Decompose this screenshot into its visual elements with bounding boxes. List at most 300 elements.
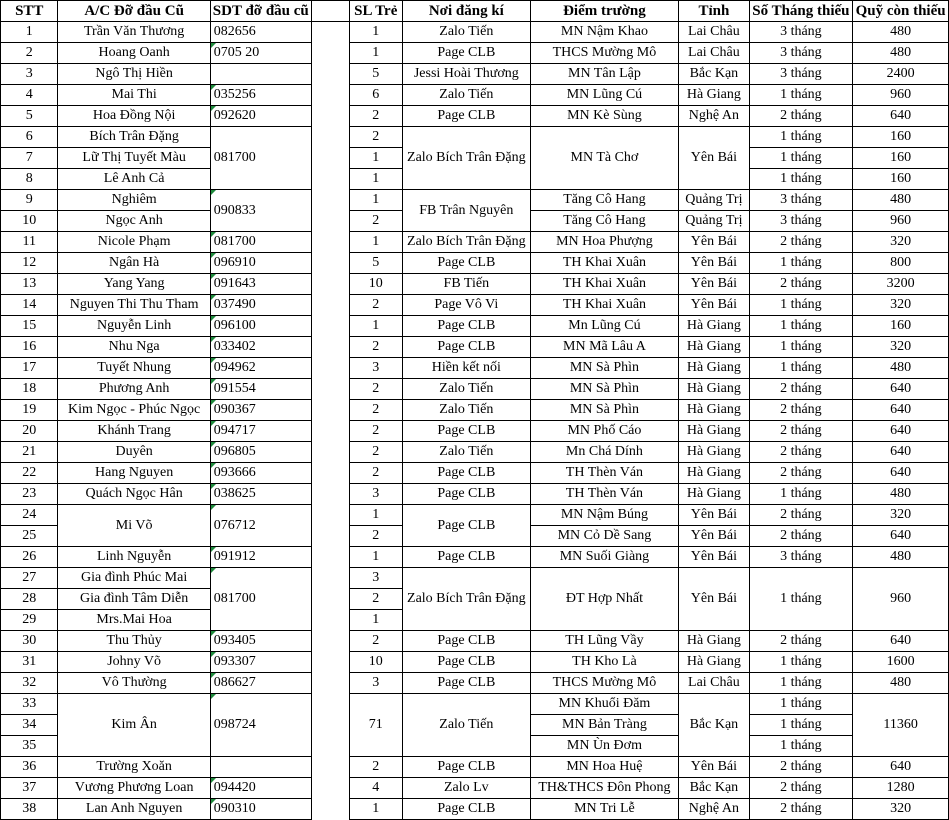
cell-noi[interactable]: Zalo Tiến xyxy=(402,85,530,106)
cell-quy[interactable]: 320 xyxy=(853,799,949,820)
cell-sdt[interactable] xyxy=(210,652,311,673)
cell-quy[interactable]: 480 xyxy=(853,22,949,43)
cell-stt[interactable]: 33 xyxy=(1,694,58,715)
cell-sl[interactable]: 3 xyxy=(349,358,402,379)
cell-sl[interactable]: 3 xyxy=(349,484,402,505)
header-tinh[interactable]: Tỉnh xyxy=(679,1,749,22)
cell-ac[interactable]: Mi Võ xyxy=(58,505,210,547)
header-noi[interactable]: Nơi đăng kí xyxy=(402,1,530,22)
cell-diem[interactable]: ĐT Hợp Nhất xyxy=(530,568,678,631)
cell-sl[interactable]: 2 xyxy=(349,337,402,358)
cell-tinh[interactable]: Lai Châu xyxy=(679,22,749,43)
cell-quy[interactable]: 160 xyxy=(853,169,949,190)
cell-noi[interactable]: Page CLB xyxy=(402,421,530,442)
cell-noi[interactable]: Page CLB xyxy=(402,316,530,337)
cell-noi[interactable]: Zalo Bích Trân Đặng xyxy=(402,568,530,631)
cell-thang[interactable]: 1 tháng xyxy=(749,148,853,169)
cell-sl[interactable]: 2 xyxy=(349,106,402,127)
cell-thang[interactable]: 2 tháng xyxy=(749,463,853,484)
cell-sdt[interactable] xyxy=(210,442,311,463)
cell-tinh[interactable]: Yên Bái xyxy=(679,295,749,316)
cell-ac[interactable]: Vô Thường xyxy=(58,673,210,694)
cell-stt[interactable]: 22 xyxy=(1,463,58,484)
header-sl[interactable]: SL Trẻ xyxy=(349,1,402,22)
cell-quy[interactable]: 160 xyxy=(853,316,949,337)
cell-stt[interactable]: 8 xyxy=(1,169,58,190)
cell-sl[interactable]: 1 xyxy=(349,148,402,169)
cell-thang[interactable]: 2 tháng xyxy=(749,505,853,526)
cell-ac[interactable]: Hoa Đồng Nội xyxy=(58,106,210,127)
cell-noi[interactable]: Page CLB xyxy=(402,631,530,652)
cell-stt[interactable]: 24 xyxy=(1,505,58,526)
cell-diem[interactable]: MN Nậm Búng xyxy=(530,505,678,526)
cell-sl[interactable]: 1 xyxy=(349,190,402,211)
cell-ac[interactable]: Bích Trân Đặng xyxy=(58,127,210,148)
cell-sdt[interactable] xyxy=(210,568,311,631)
cell-diem[interactable]: MN Ùn Đơm xyxy=(530,736,678,757)
cell-sdt[interactable] xyxy=(210,337,311,358)
cell-sdt[interactable] xyxy=(210,106,311,127)
cell-stt[interactable]: 1 xyxy=(1,22,58,43)
cell-stt[interactable]: 5 xyxy=(1,106,58,127)
cell-noi[interactable]: Page CLB xyxy=(402,505,530,547)
cell-noi[interactable]: Page CLB xyxy=(402,799,530,820)
cell-thang[interactable]: 1 tháng xyxy=(749,484,853,505)
cell-stt[interactable]: 30 xyxy=(1,631,58,652)
cell-quy[interactable]: 1280 xyxy=(853,778,949,799)
cell-stt[interactable]: 18 xyxy=(1,379,58,400)
cell-sl[interactable]: 1 xyxy=(349,610,402,631)
cell-sl[interactable]: 2 xyxy=(349,463,402,484)
cell-sdt[interactable] xyxy=(210,253,311,274)
cell-quy[interactable]: 480 xyxy=(853,43,949,64)
cell-tinh[interactable]: Quảng Trị xyxy=(679,190,749,211)
cell-noi[interactable]: Hiền kết nối xyxy=(402,358,530,379)
cell-diem[interactable]: MN Cỏ Dề Sang xyxy=(530,526,678,547)
cell-quy[interactable]: 11360 xyxy=(853,694,949,757)
cell-sdt[interactable] xyxy=(210,85,311,106)
cell-stt[interactable]: 27 xyxy=(1,568,58,589)
cell-diem[interactable]: TH Kho Là xyxy=(530,652,678,673)
cell-ac[interactable]: Duyên xyxy=(58,442,210,463)
cell-diem[interactable]: TH Lũng Vầy xyxy=(530,631,678,652)
cell-ac[interactable]: Lê Anh Cả xyxy=(58,169,210,190)
cell-noi[interactable]: Page CLB xyxy=(402,337,530,358)
cell-thang[interactable]: 1 tháng xyxy=(749,673,853,694)
cell-stt[interactable]: 26 xyxy=(1,547,58,568)
cell-tinh[interactable]: Yên Bái xyxy=(679,526,749,547)
cell-quy[interactable]: 640 xyxy=(853,757,949,778)
cell-sdt[interactable] xyxy=(210,358,311,379)
cell-ac[interactable]: Gia đình Tâm Diễn xyxy=(58,589,210,610)
cell-tinh[interactable]: Hà Giang xyxy=(679,316,749,337)
cell-ac[interactable]: Tuyết Nhung xyxy=(58,358,210,379)
cell-tinh[interactable]: Hà Giang xyxy=(679,484,749,505)
cell-ac[interactable]: Yang Yang xyxy=(58,274,210,295)
header-sdt[interactable]: SDT đỡ đầu cũ xyxy=(210,1,311,22)
cell-sl[interactable]: 3 xyxy=(349,568,402,589)
cell-thang[interactable]: 1 tháng xyxy=(749,169,853,190)
cell-stt[interactable]: 10 xyxy=(1,211,58,232)
cell-sdt[interactable] xyxy=(210,631,311,652)
cell-sdt[interactable] xyxy=(210,232,311,253)
cell-thang[interactable]: 1 tháng xyxy=(749,652,853,673)
cell-thang[interactable]: 1 tháng xyxy=(749,694,853,715)
cell-stt[interactable]: 2 xyxy=(1,43,58,64)
cell-thang[interactable]: 3 tháng xyxy=(749,22,853,43)
cell-sl[interactable]: 1 xyxy=(349,799,402,820)
cell-sl[interactable]: 1 xyxy=(349,169,402,190)
cell-sdt[interactable] xyxy=(210,400,311,421)
cell-ac[interactable]: Lữ Thị Tuyết Màu xyxy=(58,148,210,169)
cell-tinh[interactable]: Lai Châu xyxy=(679,673,749,694)
cell-diem[interactable]: Mn Chá Dính xyxy=(530,442,678,463)
cell-quy[interactable]: 640 xyxy=(853,526,949,547)
cell-sl[interactable]: 1 xyxy=(349,316,402,337)
cell-quy[interactable]: 2400 xyxy=(853,64,949,85)
cell-diem[interactable]: TH Khai Xuân xyxy=(530,253,678,274)
cell-thang[interactable]: 2 tháng xyxy=(749,442,853,463)
cell-stt[interactable]: 16 xyxy=(1,337,58,358)
cell-ac[interactable]: Linh Nguyễn xyxy=(58,547,210,568)
cell-tinh[interactable]: Hà Giang xyxy=(679,400,749,421)
cell-noi[interactable]: FB Tiến xyxy=(402,274,530,295)
cell-noi[interactable]: Zalo Bích Trân Đặng xyxy=(402,232,530,253)
cell-tinh[interactable]: Bắc Kạn xyxy=(679,694,749,757)
cell-diem[interactable]: MN Khuổi Đăm xyxy=(530,694,678,715)
cell-stt[interactable]: 17 xyxy=(1,358,58,379)
cell-noi[interactable]: Page CLB xyxy=(402,757,530,778)
cell-sdt[interactable] xyxy=(210,43,311,64)
cell-tinh[interactable]: Hà Giang xyxy=(679,379,749,400)
cell-quy[interactable]: 1600 xyxy=(853,652,949,673)
cell-thang[interactable]: 3 tháng xyxy=(749,190,853,211)
cell-tinh[interactable]: Yên Bái xyxy=(679,568,749,631)
cell-stt[interactable]: 28 xyxy=(1,589,58,610)
cell-sl[interactable]: 3 xyxy=(349,673,402,694)
cell-tinh[interactable]: Nghệ An xyxy=(679,106,749,127)
cell-diem[interactable]: THCS Mường Mô xyxy=(530,673,678,694)
cell-sl[interactable]: 5 xyxy=(349,64,402,85)
cell-ac[interactable]: Kim Ân xyxy=(58,694,210,757)
cell-quy[interactable]: 960 xyxy=(853,85,949,106)
cell-tinh[interactable]: Yên Bái xyxy=(679,253,749,274)
cell-diem[interactable]: Tăng Cô Hang xyxy=(530,190,678,211)
cell-noi[interactable]: Zalo Lv xyxy=(402,778,530,799)
cell-quy[interactable]: 640 xyxy=(853,442,949,463)
cell-quy[interactable]: 480 xyxy=(853,547,949,568)
cell-diem[interactable]: MN Tà Chơ xyxy=(530,127,678,190)
cell-ac[interactable]: Trường Xoăn xyxy=(58,757,210,778)
cell-quy[interactable]: 320 xyxy=(853,232,949,253)
cell-thang[interactable]: 1 tháng xyxy=(749,253,853,274)
cell-thang[interactable]: 2 tháng xyxy=(749,400,853,421)
cell-sdt[interactable] xyxy=(210,22,311,43)
cell-tinh[interactable]: Yên Bái xyxy=(679,127,749,190)
cell-sl[interactable]: 6 xyxy=(349,85,402,106)
header-diem[interactable]: Điểm trường xyxy=(530,1,678,22)
cell-tinh[interactable]: Hà Giang xyxy=(679,337,749,358)
header-quy[interactable]: Quỹ còn thiếu xyxy=(853,1,949,22)
cell-diem[interactable]: MN Hoa Huệ xyxy=(530,757,678,778)
cell-stt[interactable]: 7 xyxy=(1,148,58,169)
cell-tinh[interactable]: Hà Giang xyxy=(679,463,749,484)
cell-diem[interactable]: MN Nậm Khao xyxy=(530,22,678,43)
cell-sl[interactable]: 10 xyxy=(349,652,402,673)
cell-noi[interactable]: Zalo Tiến xyxy=(402,22,530,43)
cell-sdt[interactable] xyxy=(210,421,311,442)
cell-quy[interactable]: 480 xyxy=(853,358,949,379)
cell-sdt[interactable] xyxy=(210,484,311,505)
cell-quy[interactable]: 640 xyxy=(853,400,949,421)
cell-ac[interactable]: Hang Nguyen xyxy=(58,463,210,484)
cell-noi[interactable]: Page CLB xyxy=(402,43,530,64)
cell-thang[interactable]: 1 tháng xyxy=(749,736,853,757)
cell-sdt[interactable] xyxy=(210,463,311,484)
cell-thang[interactable]: 1 tháng xyxy=(749,295,853,316)
cell-diem[interactable]: MN Tân Lập xyxy=(530,64,678,85)
cell-diem[interactable]: Tăng Cô Hang xyxy=(530,211,678,232)
cell-thang[interactable]: 2 tháng xyxy=(749,274,853,295)
cell-sl[interactable]: 2 xyxy=(349,295,402,316)
cell-stt[interactable]: 12 xyxy=(1,253,58,274)
cell-sl[interactable]: 10 xyxy=(349,274,402,295)
header-thang[interactable]: Số Tháng thiếu xyxy=(749,1,853,22)
cell-ac[interactable]: Mrs.Mai Hoa xyxy=(58,610,210,631)
cell-noi[interactable]: Zalo Tiến xyxy=(402,400,530,421)
cell-sdt[interactable] xyxy=(210,673,311,694)
cell-sdt[interactable] xyxy=(210,295,311,316)
cell-quy[interactable]: 320 xyxy=(853,505,949,526)
cell-noi[interactable]: Zalo Tiến xyxy=(402,442,530,463)
cell-sl[interactable]: 2 xyxy=(349,400,402,421)
cell-diem[interactable]: MN Phố Cáo xyxy=(530,421,678,442)
cell-thang[interactable]: 1 tháng xyxy=(749,85,853,106)
cell-sl[interactable]: 1 xyxy=(349,547,402,568)
cell-noi[interactable]: FB Trân Nguyên xyxy=(402,190,530,232)
cell-noi[interactable]: Page CLB xyxy=(402,547,530,568)
cell-sdt[interactable] xyxy=(210,190,311,232)
header-stt[interactable]: STT xyxy=(1,1,58,22)
cell-sdt[interactable] xyxy=(210,274,311,295)
cell-tinh[interactable]: Nghệ An xyxy=(679,799,749,820)
cell-diem[interactable]: TH&THCS Đôn Phong xyxy=(530,778,678,799)
cell-tinh[interactable]: Hà Giang xyxy=(679,631,749,652)
cell-sdt[interactable] xyxy=(210,316,311,337)
cell-quy[interactable]: 960 xyxy=(853,211,949,232)
cell-quy[interactable]: 160 xyxy=(853,127,949,148)
cell-stt[interactable]: 13 xyxy=(1,274,58,295)
cell-noi[interactable]: Page CLB xyxy=(402,106,530,127)
cell-tinh[interactable]: Bắc Kạn xyxy=(679,778,749,799)
cell-tinh[interactable]: Hà Giang xyxy=(679,652,749,673)
cell-noi[interactable]: Zalo Bích Trân Đặng xyxy=(402,127,530,190)
cell-noi[interactable]: Zalo Tiến xyxy=(402,379,530,400)
cell-thang[interactable]: 1 tháng xyxy=(749,127,853,148)
cell-noi[interactable]: Jessi Hoài Thương xyxy=(402,64,530,85)
cell-stt[interactable]: 35 xyxy=(1,736,58,757)
cell-stt[interactable]: 29 xyxy=(1,610,58,631)
cell-diem[interactable]: MN Kè Sùng xyxy=(530,106,678,127)
cell-thang[interactable]: 2 tháng xyxy=(749,757,853,778)
cell-sl[interactable]: 2 xyxy=(349,127,402,148)
cell-stt[interactable]: 14 xyxy=(1,295,58,316)
cell-quy[interactable]: 480 xyxy=(853,484,949,505)
cell-tinh[interactable]: Yên Bái xyxy=(679,757,749,778)
cell-stt[interactable]: 11 xyxy=(1,232,58,253)
cell-diem[interactable]: MN Suối Giàng xyxy=(530,547,678,568)
cell-ac[interactable]: Gia đình Phúc Mai xyxy=(58,568,210,589)
cell-thang[interactable]: 2 tháng xyxy=(749,778,853,799)
cell-quy[interactable]: 960 xyxy=(853,568,949,631)
cell-diem[interactable]: MN Sà Phìn xyxy=(530,400,678,421)
cell-thang[interactable]: 1 tháng xyxy=(749,568,853,631)
cell-diem[interactable]: THCS Mường Mô xyxy=(530,43,678,64)
cell-diem[interactable]: MN Sà Phìn xyxy=(530,379,678,400)
cell-thang[interactable]: 3 tháng xyxy=(749,43,853,64)
cell-ac[interactable]: Thu Thủy xyxy=(58,631,210,652)
cell-tinh[interactable]: Yên Bái xyxy=(679,274,749,295)
cell-noi[interactable]: Page CLB xyxy=(402,463,530,484)
cell-sl[interactable]: 71 xyxy=(349,694,402,757)
cell-noi[interactable]: Page CLB xyxy=(402,253,530,274)
cell-tinh[interactable]: Bắc Kạn xyxy=(679,64,749,85)
cell-thang[interactable]: 1 tháng xyxy=(749,316,853,337)
cell-sl[interactable]: 1 xyxy=(349,43,402,64)
cell-quy[interactable]: 640 xyxy=(853,379,949,400)
cell-tinh[interactable]: Hà Giang xyxy=(679,85,749,106)
cell-thang[interactable]: 2 tháng xyxy=(749,421,853,442)
cell-stt[interactable]: 3 xyxy=(1,64,58,85)
cell-stt[interactable]: 15 xyxy=(1,316,58,337)
cell-sdt[interactable] xyxy=(210,127,311,190)
cell-ac[interactable]: Mai Thi xyxy=(58,85,210,106)
cell-sl[interactable]: 2 xyxy=(349,526,402,547)
cell-sl[interactable]: 5 xyxy=(349,253,402,274)
cell-ac[interactable]: Nguyen Thi Thu Tham xyxy=(58,295,210,316)
cell-ac[interactable]: Vương Phương Loan xyxy=(58,778,210,799)
cell-diem[interactable]: Mn Lũng Cú xyxy=(530,316,678,337)
cell-noi[interactable]: Page CLB xyxy=(402,673,530,694)
cell-ac[interactable]: Ngọc Anh xyxy=(58,211,210,232)
cell-thang[interactable]: 2 tháng xyxy=(749,379,853,400)
cell-thang[interactable]: 1 tháng xyxy=(749,715,853,736)
cell-quy[interactable]: 320 xyxy=(853,337,949,358)
cell-noi[interactable]: Page CLB xyxy=(402,652,530,673)
cell-stt[interactable]: 36 xyxy=(1,757,58,778)
cell-ac[interactable]: Phương Anh xyxy=(58,379,210,400)
cell-ac[interactable]: Trần Văn Thương xyxy=(58,22,210,43)
cell-ac[interactable]: Nguyễn Linh xyxy=(58,316,210,337)
cell-diem[interactable]: TH Thèn Ván xyxy=(530,463,678,484)
cell-ac[interactable]: Quách Ngọc Hân xyxy=(58,484,210,505)
cell-stt[interactable]: 32 xyxy=(1,673,58,694)
cell-diem[interactable]: TH Khai Xuân xyxy=(530,295,678,316)
cell-ac[interactable]: Nghiêm xyxy=(58,190,210,211)
cell-ac[interactable]: Ngô Thị Hiền xyxy=(58,64,210,85)
cell-stt[interactable]: 38 xyxy=(1,799,58,820)
cell-thang[interactable]: 2 tháng xyxy=(749,526,853,547)
cell-stt[interactable]: 19 xyxy=(1,400,58,421)
header-ac[interactable]: A/C Đỡ đầu Cũ xyxy=(58,1,210,22)
cell-diem[interactable]: MN Bản Tràng xyxy=(530,715,678,736)
cell-sl[interactable]: 2 xyxy=(349,631,402,652)
cell-thang[interactable]: 2 tháng xyxy=(749,631,853,652)
cell-ac[interactable]: Kim Ngọc - Phúc Ngọc xyxy=(58,400,210,421)
cell-quy[interactable]: 320 xyxy=(853,295,949,316)
cell-ac[interactable]: Nhu Nga xyxy=(58,337,210,358)
cell-stt[interactable]: 31 xyxy=(1,652,58,673)
cell-quy[interactable]: 640 xyxy=(853,106,949,127)
cell-sl[interactable]: 2 xyxy=(349,211,402,232)
cell-noi[interactable]: Page Vô Vi xyxy=(402,295,530,316)
cell-sdt[interactable] xyxy=(210,694,311,757)
cell-sdt[interactable] xyxy=(210,757,311,778)
cell-quy[interactable]: 3200 xyxy=(853,274,949,295)
cell-thang[interactable]: 3 tháng xyxy=(749,211,853,232)
cell-quy[interactable]: 640 xyxy=(853,631,949,652)
cell-ac[interactable]: Nicole Phạm xyxy=(58,232,210,253)
cell-sl[interactable]: 2 xyxy=(349,379,402,400)
cell-diem[interactable]: TH Thèn Ván xyxy=(530,484,678,505)
cell-diem[interactable]: MN Hoa Phượng xyxy=(530,232,678,253)
cell-sl[interactable]: 2 xyxy=(349,757,402,778)
cell-ac[interactable]: Hoang Oanh xyxy=(58,43,210,64)
cell-thang[interactable]: 1 tháng xyxy=(749,358,853,379)
cell-noi[interactable]: Page CLB xyxy=(402,484,530,505)
cell-stt[interactable]: 9 xyxy=(1,190,58,211)
cell-noi[interactable]: Zalo Tiến xyxy=(402,694,530,757)
cell-sdt[interactable] xyxy=(210,505,311,547)
cell-diem[interactable]: MN Sà Phìn xyxy=(530,358,678,379)
cell-sl[interactable]: 1 xyxy=(349,505,402,526)
cell-sl[interactable]: 1 xyxy=(349,232,402,253)
cell-quy[interactable]: 640 xyxy=(853,421,949,442)
cell-thang[interactable]: 1 tháng xyxy=(749,337,853,358)
cell-stt[interactable]: 20 xyxy=(1,421,58,442)
cell-stt[interactable]: 37 xyxy=(1,778,58,799)
cell-sl[interactable]: 2 xyxy=(349,421,402,442)
cell-sdt[interactable] xyxy=(210,547,311,568)
cell-tinh[interactable]: Yên Bái xyxy=(679,232,749,253)
cell-thang[interactable]: 2 tháng xyxy=(749,232,853,253)
cell-thang[interactable]: 3 tháng xyxy=(749,64,853,85)
cell-tinh[interactable]: Yên Bái xyxy=(679,505,749,526)
cell-tinh[interactable]: Hà Giang xyxy=(679,442,749,463)
cell-tinh[interactable]: Quảng Trị xyxy=(679,211,749,232)
cell-diem[interactable]: MN Mã Lâu A xyxy=(530,337,678,358)
cell-sl[interactable]: 4 xyxy=(349,778,402,799)
cell-thang[interactable]: 2 tháng xyxy=(749,799,853,820)
cell-tinh[interactable]: Yên Bái xyxy=(679,547,749,568)
cell-sdt[interactable] xyxy=(210,799,311,820)
cell-tinh[interactable]: Hà Giang xyxy=(679,421,749,442)
cell-sl[interactable]: 1 xyxy=(349,22,402,43)
cell-stt[interactable]: 6 xyxy=(1,127,58,148)
cell-thang[interactable]: 2 tháng xyxy=(749,106,853,127)
cell-stt[interactable]: 25 xyxy=(1,526,58,547)
cell-tinh[interactable]: Lai Châu xyxy=(679,43,749,64)
cell-stt[interactable]: 23 xyxy=(1,484,58,505)
cell-quy[interactable]: 480 xyxy=(853,190,949,211)
cell-sdt[interactable] xyxy=(210,778,311,799)
cell-quy[interactable]: 800 xyxy=(853,253,949,274)
cell-stt[interactable]: 4 xyxy=(1,85,58,106)
cell-tinh[interactable]: Hà Giang xyxy=(679,358,749,379)
cell-sl[interactable]: 2 xyxy=(349,442,402,463)
cell-stt[interactable]: 34 xyxy=(1,715,58,736)
cell-quy[interactable]: 480 xyxy=(853,673,949,694)
